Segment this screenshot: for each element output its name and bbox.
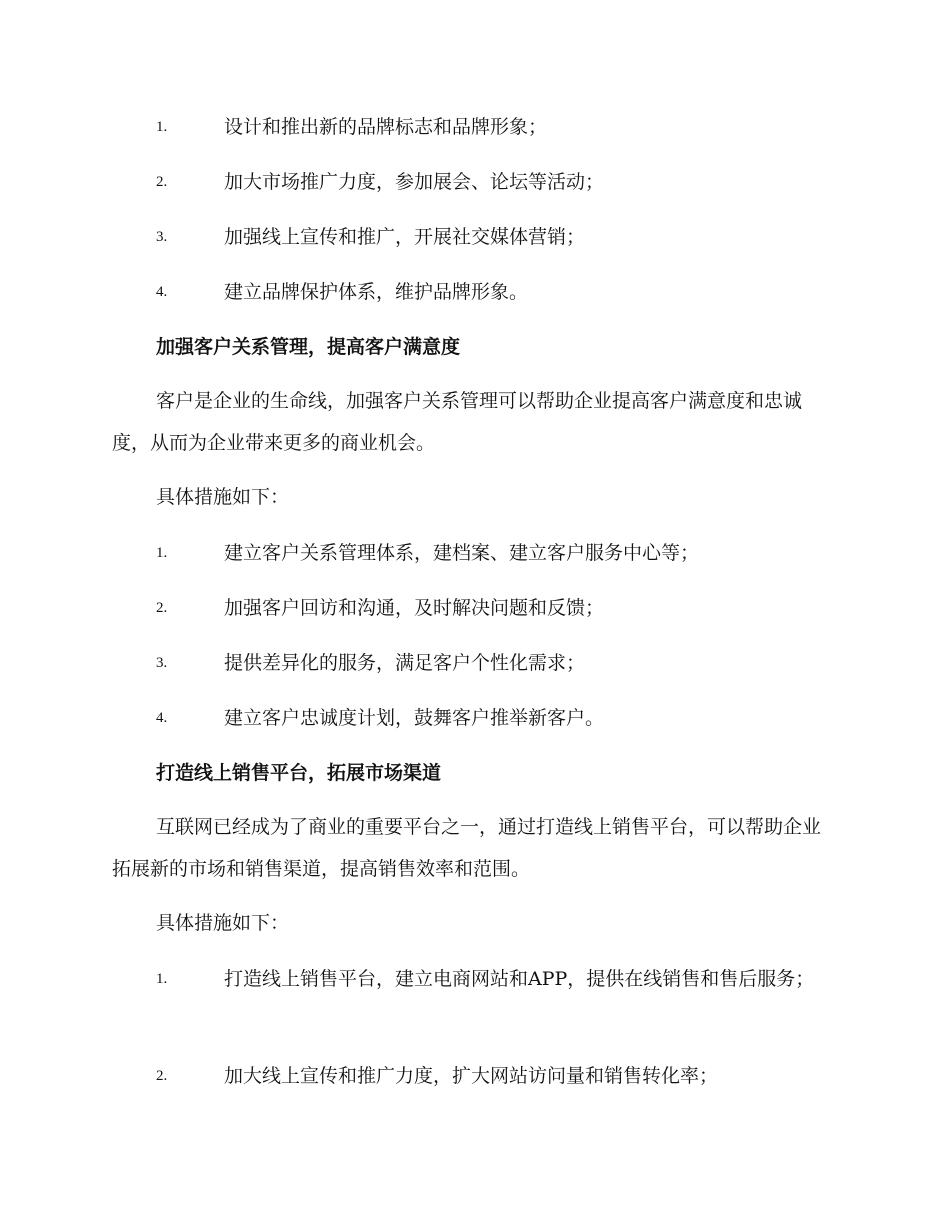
list-number: 3. — [156, 229, 168, 245]
section-heading: 打造线上销售平台，拓展市场渠道 — [156, 762, 442, 784]
section-heading: 加强客户关系管理，提高客户满意度 — [156, 336, 461, 358]
list-text: 建立客户关系管理体系，建档案、建立客户服务中心等； — [224, 542, 700, 564]
list-number: 2. — [156, 1068, 168, 1084]
section-intro: 互联网已经成为了商业的重要平台之一，通过打造线上销售平台，可以帮助企业拓展新的市场和销售渠道，提高销售效率和范围。 — [112, 816, 822, 880]
list-text: 设计和推出新的品牌标志和品牌形象； — [224, 116, 548, 138]
list-item — [112, 958, 832, 1000]
list-text: 提供差异化的服务，满足客户个性化需求； — [224, 652, 586, 674]
list-text: 建立客户忠诚度计划，鼓舞客户推举新客户。 — [224, 707, 605, 729]
measures-label: 具体措施如下： — [156, 486, 290, 508]
list-number: 1. — [156, 545, 168, 561]
list-text: 加大线上宣传和推广力度，扩大网站访问量和销售转化率； — [224, 1065, 719, 1087]
measures-label: 具体措施如下： — [156, 912, 290, 934]
list-text: 加大市场推广力度，参加展会、论坛等活动； — [224, 171, 605, 193]
list-text: 建立品牌保护体系，维护品牌形象。 — [224, 281, 529, 303]
list-number: 3. — [156, 655, 168, 671]
section-intro: 客户是企业的生命线，加强客户关系管理可以帮助企业提高客户满意度和忠诚度，从而为企业带来更多的商业机会。 — [112, 390, 803, 454]
list-number: 4. — [156, 710, 168, 726]
list-number: 1. — [156, 119, 168, 135]
list-text: 加强客户回访和沟通，及时解决问题和反馈； — [224, 597, 605, 619]
list-number: 1. — [156, 971, 168, 987]
list-number: 2. — [156, 600, 168, 616]
list-text: 加强线上宣传和推广，开展社交媒体营销； — [224, 226, 586, 248]
list-text: 打造线上销售平台，建立电商网站和APP，提供在线销售和售后服务； — [224, 968, 815, 990]
list-number: 2. — [156, 174, 168, 190]
list-number: 4. — [156, 284, 168, 300]
